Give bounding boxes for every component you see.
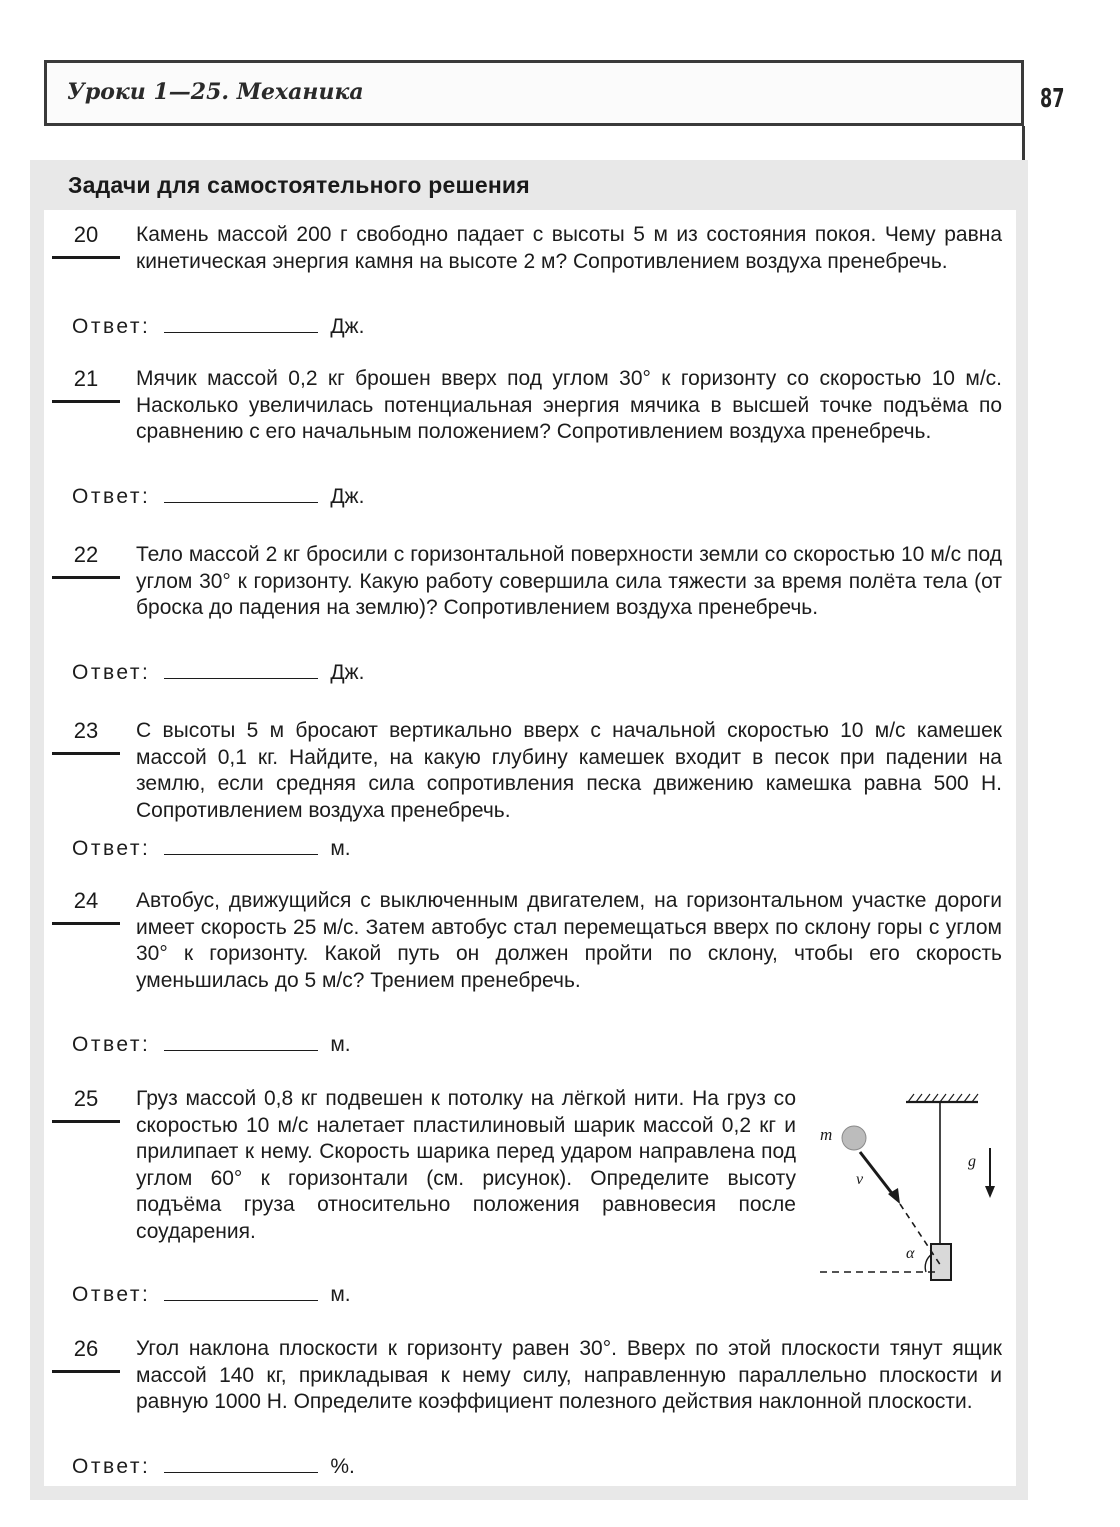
- section-title: Задачи для самостоятельного решения: [68, 172, 530, 198]
- answer-row: [72, 1454, 355, 1479]
- task-text: Угол наклона плоскости к горизонту равен 30°. Вверх по этой плоскости тянут ящик массой 140 кг, прикладывая к нему силу, направленную параллельно плоскости и равную 1000 Н. Определите коэффициент полезного действия наклонной плоскости.: [136, 1337, 1002, 1413]
- answer-row: [72, 836, 351, 861]
- ceiling-hatching: [908, 1094, 978, 1102]
- answer-unit: м.: [330, 1283, 351, 1306]
- task-number: 26: [73, 1336, 99, 1361]
- answer-blank[interactable]: [164, 1032, 318, 1051]
- answer-blank[interactable]: [164, 660, 318, 679]
- velocity-label: v⃗: [856, 1171, 876, 1188]
- angle-label: α: [906, 1245, 915, 1262]
- task-number: 25: [73, 1086, 99, 1111]
- answer-row: [72, 660, 364, 685]
- answer-row: [72, 1032, 351, 1057]
- answer-blank[interactable]: [164, 314, 318, 333]
- task-text: Мячик массой 0,2 кг брошен вверх под углом 30° к горизонту со скоростью 10 м/с. Насколько увеличилась потенциальная энергия мячика в высшей точке подъёма по сравнению с его начальным положением? Сопротивлением воздуха пренебречь.: [136, 367, 1002, 443]
- answer-blank[interactable]: [164, 484, 318, 503]
- task-number-underline: [52, 576, 120, 579]
- answer-blank[interactable]: [164, 1282, 318, 1301]
- task-number-underline: [52, 256, 120, 259]
- pendulum-collision-figure: [810, 1088, 1010, 1288]
- answer-row: [72, 1282, 351, 1307]
- task-text: Камень массой 200 г свободно падает с высоты 5 м из состояния покоя. Чему равна кинетическая энергия камня на высоте 2 м? Сопротивлением воздуха пренебречь.: [136, 223, 1002, 273]
- answer-unit: Дж.: [330, 661, 365, 684]
- answer-label: Ответ:: [72, 1455, 151, 1478]
- page-number: 87: [1040, 84, 1065, 114]
- task-text: Автобус, движущийся с выключенным двигателем, на горизонтальном участке дороги имеет скорость 25 м/с. Затем автобус стал перемещаться вверх по склону горы с углом 30° к горизонту. Какой путь он должен пройти по склону, чтобы его скорость уменьшилась до 5 м/с? Трением пренебречь.: [136, 889, 1002, 992]
- answer-blank[interactable]: [164, 836, 318, 855]
- answer-label: Ответ:: [72, 661, 151, 684]
- gravity-label: g⃗: [968, 1153, 989, 1170]
- answer-label: Ответ:: [72, 315, 151, 338]
- answer-label: Ответ:: [72, 837, 151, 860]
- ball: [842, 1126, 866, 1150]
- gravity-arrow-head: [985, 1186, 995, 1198]
- answer-blank[interactable]: [164, 1454, 318, 1473]
- task-number: 24: [73, 888, 99, 913]
- answer-unit: Дж.: [330, 485, 365, 508]
- task-text: Тело массой 2 кг бросили с горизонтальной поверхности земли со скоростью 10 м/с под углом 30° к горизонту. Какую работу совершила сила тяжести за время полёта тела (от броска до падения на землю)? Сопротивлением воздуха пренебречь.: [136, 543, 1002, 619]
- answer-row: [72, 314, 364, 339]
- answer-label: Ответ:: [72, 1033, 151, 1056]
- task-number-underline: [52, 1120, 120, 1123]
- task-number: 20: [73, 222, 99, 247]
- chapter-header: [44, 60, 1024, 126]
- answer-unit: м.: [330, 837, 351, 860]
- task-number-underline: [52, 922, 120, 925]
- task-text: С высоты 5 м бросают вертикально вверх с начальной скоростью 10 м/с камешек массой 0,1 кг. Найдите, на какую глубину камешек входит в песок при падении на землю, если средняя сила сопротивления песка движению камешка равна 500 Н. Сопротивлением воздуха пренебречь.: [136, 719, 1002, 822]
- task-number-underline: [52, 1370, 120, 1373]
- answer-unit: м.: [330, 1033, 351, 1056]
- task-number: 23: [73, 718, 99, 743]
- mass-label: m: [820, 1125, 833, 1144]
- task-text: Груз массой 0,8 кг подвешен к потолку на лёгкой нити. На груз со скоростью 10 м/с налетает пластилиновый шарик массой 0,2 кг и прилипает к нему. Скорость шарика перед ударом направлена под углом 60° к горизонтали (см. рисунок). Определите высоту подъёма груза относительно положения равновесия после соударения.: [136, 1087, 796, 1243]
- answer-unit: %.: [330, 1455, 355, 1478]
- load-block: [931, 1244, 951, 1280]
- chapter-title: Уроки 1—25. Механика: [67, 79, 364, 105]
- task-number-underline: [52, 752, 120, 755]
- answer-label: Ответ:: [72, 1283, 151, 1306]
- answer-unit: Дж.: [330, 315, 365, 338]
- task-number: 22: [73, 542, 99, 567]
- task-number-underline: [52, 400, 120, 403]
- answer-row: [72, 484, 364, 509]
- task-number: 21: [73, 366, 99, 391]
- answer-label: Ответ:: [72, 485, 151, 508]
